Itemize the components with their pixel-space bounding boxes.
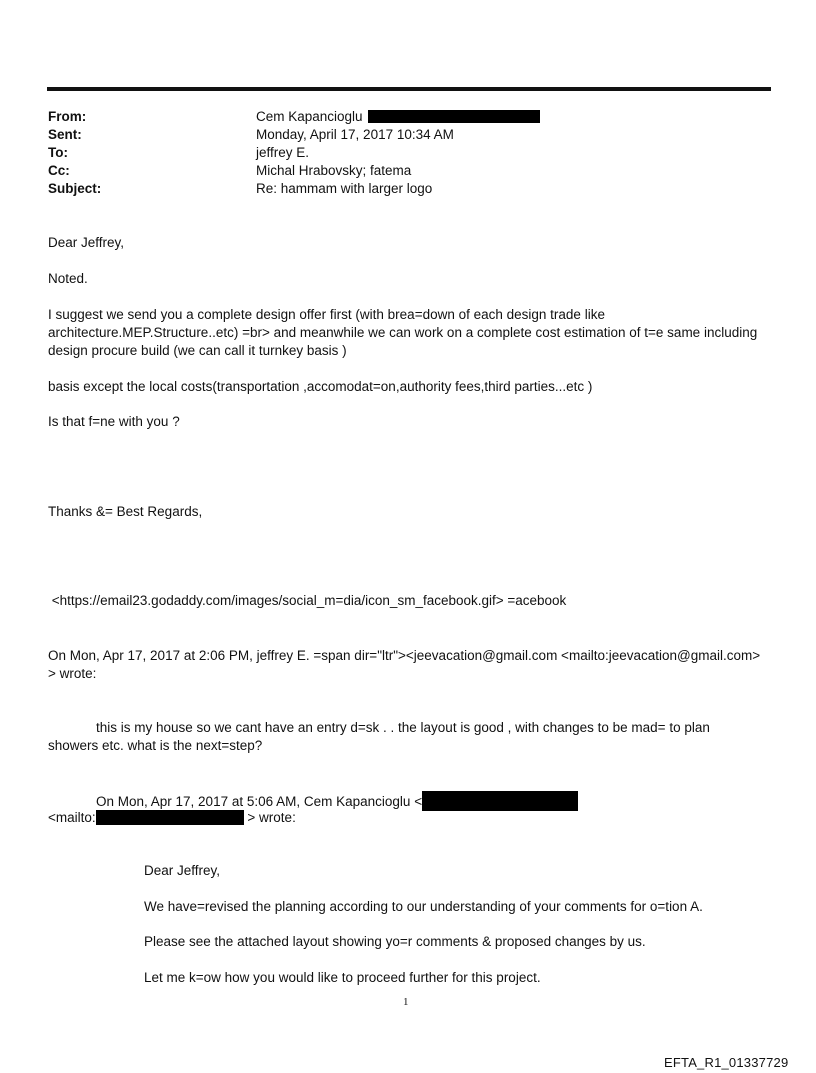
from-label: From: <box>48 109 87 124</box>
to-value: jeffrey E. <box>256 145 310 160</box>
quote2-wrote: > wrote: <box>247 810 296 825</box>
inner-para2: Please see the attached layout showing yo=r comments & proposed changes by us. <box>144 934 646 949</box>
redaction-box <box>422 791 578 811</box>
redaction-box <box>96 810 244 825</box>
quote1-line1: On Mon, Apr 17, 2017 at 2:06 PM, jeffrey E. =span dir="ltr"><jeevacation@gmail.com <mailto:jeevacation@gmail.com> <box>48 648 761 663</box>
reply-line1: this is my house so we cant have an entry d=sk . . the layout is good , with changes to be mad= to plan <box>96 720 710 735</box>
noted-line: Noted. <box>48 271 88 286</box>
quote2-line1 <box>96 791 578 811</box>
subject-value: Re: hammam with larger logo <box>256 181 433 196</box>
cc-label: Cc: <box>48 163 70 178</box>
greeting: Dear Jeffrey, <box>48 235 125 250</box>
from-name: Cem Kapancioglu <box>256 109 363 124</box>
quote2-line2 <box>48 809 296 827</box>
inner-para1: We have=revised the planning according to our understanding of your comments for o=tion A. <box>144 899 703 914</box>
quote1-line2: > wrote: <box>48 666 97 681</box>
para1-line3: design procure build (we can call it turnkey basis ) <box>48 343 347 358</box>
subject-label: Subject: <box>48 181 102 196</box>
page-number: 1 <box>403 996 409 1008</box>
to-label: To: <box>48 145 68 160</box>
from-value <box>256 109 540 124</box>
para1-line1: I suggest we send you a complete design offer first (with brea=down of each design trade like <box>48 307 605 322</box>
quote2-mailto: <mailto: <box>48 810 96 825</box>
inner-greeting: Dear Jeffrey, <box>144 863 221 878</box>
sent-label: Sent: <box>48 127 82 142</box>
redaction-box <box>368 110 540 123</box>
para1-line2: architecture.MEP.Structure..etc) =br> and meanwhile we can work on a complete cost estimation of t=e same including <box>48 325 758 340</box>
cc-value: Michal Hrabovsky; fatema <box>256 163 412 178</box>
question-line: Is that f=ne with you ? <box>48 414 180 429</box>
quote2-attribution: On Mon, Apr 17, 2017 at 5:06 AM, Cem Kapancioglu < <box>96 794 423 809</box>
sign-off: Thanks &= Best Regards, <box>48 504 203 519</box>
sent-value: Monday, April 17, 2017 10:34 AM <box>256 127 454 142</box>
inner-para3: Let me k=ow how you would like to proceed further for this project. <box>144 970 541 985</box>
header-rule <box>47 87 771 91</box>
facebook-link[interactable]: <https://email23.godaddy.com/images/social_m=dia/icon_sm_facebook.gif> =acebook <box>48 593 567 608</box>
para2: basis except the local costs(transportation ,accomodat=on,authority fees,third parties...etc ) <box>48 379 593 394</box>
bates-stamp: EFTA_R1_01337729 <box>664 1055 789 1070</box>
reply-line2: showers etc. what is the next=step? <box>48 738 263 753</box>
